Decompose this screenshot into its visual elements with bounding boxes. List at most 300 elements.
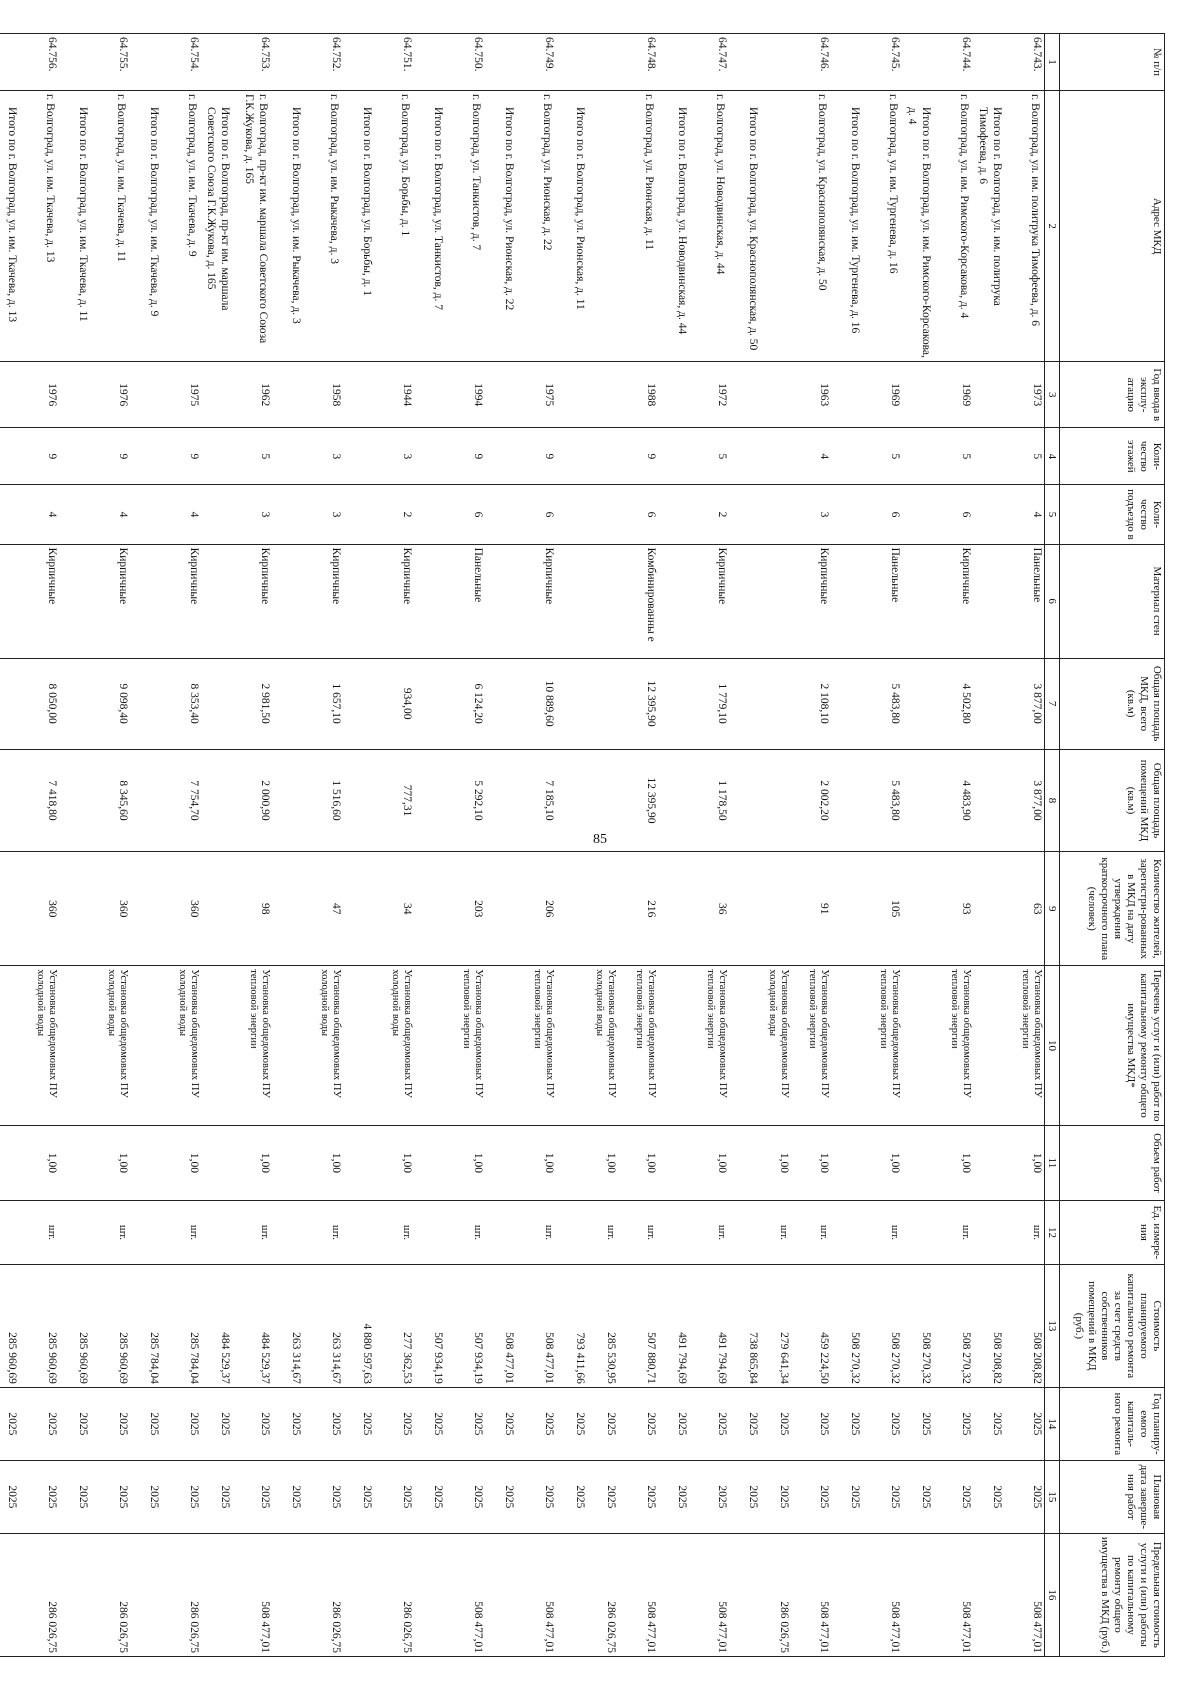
- table-cell: г. Волгоград, ул. Новодвинская, д. 44: [689, 90, 729, 361]
- table-cell: 64.750.: [445, 34, 485, 91]
- table-cell: 4 483,90: [933, 749, 973, 852]
- table-cell: [658, 1125, 689, 1200]
- column-number: 8: [1045, 749, 1060, 852]
- table-cell: 64.745.: [862, 34, 902, 91]
- column-number: 3: [1045, 362, 1060, 428]
- table-cell: [902, 966, 933, 1126]
- table-cell: [831, 544, 862, 658]
- table-cell: 5 483,80: [862, 658, 902, 749]
- table-cell: 203: [445, 852, 485, 966]
- table-cell: 508 477,01: [232, 1533, 272, 1656]
- table-cell: [658, 362, 689, 428]
- table-cell: г. Волгоград, ул. им. Рыкачева, д. 3: [303, 90, 343, 361]
- table-cell: 2025: [587, 1460, 618, 1533]
- table-cell: [201, 1201, 232, 1265]
- table-cell: [485, 1125, 516, 1200]
- table-cell: [831, 485, 862, 544]
- table-cell: 7 185,10: [516, 749, 556, 852]
- table-cell: 2025: [831, 1460, 862, 1533]
- table-cell: [973, 34, 1004, 91]
- table-cell: 285 960,69: [90, 1264, 130, 1387]
- table-cell: [973, 485, 1004, 544]
- column-header: Плановая дата заверше-ния работ: [1060, 1460, 1165, 1533]
- table-cell: 508 477,01: [516, 1533, 556, 1656]
- table-cell: 12 395,90: [618, 749, 658, 852]
- table-cell: 2025: [902, 1460, 933, 1533]
- table-cell: 3 877,00: [1004, 658, 1045, 749]
- table-cell: 2025: [445, 1460, 485, 1533]
- column-number: 14: [1045, 1387, 1060, 1460]
- table-cell: [587, 428, 618, 485]
- table-cell: 64.746.: [791, 34, 831, 91]
- table-cell: 6: [933, 485, 973, 544]
- table-cell: [973, 362, 1004, 428]
- table-cell: [556, 362, 587, 428]
- table-cell: 508 270,32: [902, 1264, 933, 1387]
- table-cell: г. Волгоград, пр-кт им. маршала Советского Союза Г.К.Жукова, д. 165: [232, 90, 272, 361]
- column-number-row: [1045, 34, 1060, 1657]
- table-cell: 2025: [59, 1460, 90, 1533]
- table-cell: [130, 852, 161, 966]
- table-cell: 2025: [618, 1387, 658, 1460]
- table-cell: 777,31: [374, 749, 414, 852]
- table-cell: Установка общедомовых ПУ холодной воды: [161, 966, 201, 1126]
- table-cell: 507 934,19: [414, 1264, 445, 1387]
- table-cell: 6: [618, 485, 658, 544]
- table-row: [90, 34, 130, 1657]
- table-cell: [272, 34, 303, 91]
- table-cell: 2025: [658, 1387, 689, 1460]
- column-header: Общая площадь МКД, всего (кв.м): [1060, 658, 1165, 749]
- table-cell: Установка общедомовых ПУ тепловой энергии: [933, 966, 973, 1126]
- table-cell: 2025: [90, 1460, 130, 1533]
- total-row: [658, 34, 689, 1657]
- table-cell: 9: [618, 428, 658, 485]
- table-cell: [272, 852, 303, 966]
- table-cell: шт.: [19, 1201, 59, 1265]
- table-cell: [729, 852, 760, 966]
- table-cell: 5: [862, 428, 902, 485]
- table-cell: Установка общедомовых ПУ тепловой энергии: [862, 966, 902, 1126]
- table-cell: [414, 852, 445, 966]
- table-cell: шт.: [516, 1201, 556, 1265]
- table-cell: [343, 362, 374, 428]
- table-cell: 285 530,95: [587, 1264, 618, 1387]
- table-cell: 63: [1004, 852, 1045, 966]
- table-cell: Кирпичные: [516, 544, 556, 658]
- table-cell: Кирпичные: [232, 544, 272, 658]
- table-cell: 8 353,40: [161, 658, 201, 749]
- table-cell: [831, 1201, 862, 1265]
- table-cell: [587, 749, 618, 852]
- table-cell: Итого по г. Волгоград, ул. Краснополянская, д. 50: [729, 90, 760, 361]
- table-cell: [130, 966, 161, 1126]
- column-header: Объем работ: [1060, 1125, 1165, 1200]
- table-cell: г. Волгоград, ул. им. Тургенева, д. 16: [862, 90, 902, 361]
- table-cell: 1 178,50: [689, 749, 729, 852]
- total-row: [414, 34, 445, 1657]
- table-cell: [59, 544, 90, 658]
- table-cell: [130, 34, 161, 91]
- table-cell: 285 960,69: [19, 1264, 59, 1387]
- table-cell: Установка общедомовых ПУ тепловой энергии: [689, 966, 729, 1126]
- column-header: Перечень услуг и (или) работ по капитальному ремонту общего имущества МКД*: [1060, 966, 1165, 1126]
- table-cell: 7 754,70: [161, 749, 201, 852]
- column-header: Коли-чество подъездо в: [1060, 485, 1165, 544]
- table-cell: г. Волгоград, ул. Танкистов, д. 7: [445, 90, 485, 361]
- table-cell: Кирпичные: [689, 544, 729, 658]
- table-cell: 36: [689, 852, 729, 966]
- table-cell: шт.: [862, 1201, 902, 1265]
- column-number: 9: [1045, 852, 1060, 966]
- table-cell: 1,00: [19, 1125, 59, 1200]
- table-cell: Итого по г. Волгоград, ул. Рионская, д. 11: [556, 90, 587, 361]
- table-row: [862, 34, 902, 1657]
- table-cell: 1969: [862, 362, 902, 428]
- table-cell: [658, 749, 689, 852]
- table-cell: 1,00: [232, 1125, 272, 1200]
- table-cell: [343, 658, 374, 749]
- table-cell: 2: [689, 485, 729, 544]
- table-cell: Кирпичные: [791, 544, 831, 658]
- total-row: [59, 34, 90, 1657]
- table-cell: [59, 658, 90, 749]
- table-cell: [587, 658, 618, 749]
- table-cell: 2025: [414, 1460, 445, 1533]
- table-cell: Установка общедомовых ПУ тепловой энергии: [232, 966, 272, 1126]
- table-cell: 1,00: [303, 1125, 343, 1200]
- table-cell: 2025: [729, 1387, 760, 1460]
- table-cell: г. Волгоград, ул. им. Ткачева, д. 9: [161, 90, 201, 361]
- table-cell: [130, 485, 161, 544]
- table-cell: [729, 1125, 760, 1200]
- table-cell: [0, 1125, 19, 1200]
- repair-plan-table: [0, 33, 1165, 1657]
- table-cell: [729, 658, 760, 749]
- table-cell: [760, 428, 791, 485]
- table-row: [618, 34, 658, 1657]
- table-cell: [485, 749, 516, 852]
- table-cell: [973, 966, 1004, 1126]
- table-cell: г. Волгоград, ул. Краснополянская, д. 50: [791, 90, 831, 361]
- table-cell: 34: [374, 852, 414, 966]
- table-cell: [59, 34, 90, 91]
- table-cell: [201, 1533, 232, 1656]
- table-cell: [130, 658, 161, 749]
- table-cell: [902, 1125, 933, 1200]
- table-cell: 508 477,01: [1004, 1533, 1045, 1656]
- table-cell: [272, 1125, 303, 1200]
- table-cell: [59, 428, 90, 485]
- total-row: [729, 34, 760, 1657]
- table-cell: [414, 544, 445, 658]
- table-cell: [130, 1125, 161, 1200]
- table-cell: 6: [862, 485, 902, 544]
- table-cell: 1963: [791, 362, 831, 428]
- total-row: [556, 34, 587, 1657]
- table-cell: 7 418,80: [19, 749, 59, 852]
- table-cell: Итого по г. Волгоград, ул. Борьбы, д. 1: [343, 90, 374, 361]
- table-cell: [729, 34, 760, 91]
- table-cell: 5: [689, 428, 729, 485]
- table-cell: [902, 658, 933, 749]
- table-cell: [831, 362, 862, 428]
- table-cell: [272, 428, 303, 485]
- table-cell: 1972: [689, 362, 729, 428]
- table-cell: [729, 749, 760, 852]
- table-cell: 2025: [0, 1387, 19, 1460]
- table-cell: [414, 966, 445, 1126]
- column-header: Год ввода в эксплу-атацию: [1060, 362, 1165, 428]
- table-cell: Панельные: [862, 544, 902, 658]
- table-row-extra: [587, 34, 618, 1657]
- table-cell: [902, 749, 933, 852]
- column-number: 6: [1045, 544, 1060, 658]
- table-cell: [343, 428, 374, 485]
- table-cell: 6 124,20: [445, 658, 485, 749]
- table-cell: 2025: [933, 1387, 973, 1460]
- table-cell: [414, 749, 445, 852]
- table-cell: [729, 428, 760, 485]
- table-cell: [902, 1201, 933, 1265]
- table-cell: Итого по г. Волгоград, ул. им. Ткачева, д. 11: [59, 90, 90, 361]
- table-cell: 12 395,90: [618, 658, 658, 749]
- table-cell: 47: [303, 852, 343, 966]
- table-cell: 508 477,01: [791, 1533, 831, 1656]
- table-cell: 2025: [1004, 1460, 1045, 1533]
- total-row: [272, 34, 303, 1657]
- table-cell: 1,00: [862, 1125, 902, 1200]
- table-cell: [201, 485, 232, 544]
- table-cell: [0, 428, 19, 485]
- table-cell: [0, 749, 19, 852]
- table-cell: 64.755.: [90, 34, 130, 91]
- table-cell: 2025: [272, 1387, 303, 1460]
- table-cell: 2025: [587, 1387, 618, 1460]
- total-row: [485, 34, 516, 1657]
- table-cell: шт.: [374, 1201, 414, 1265]
- table-cell: Итого по г. Волгоград, ул. им. политрука Тимофеева, д. 6: [973, 90, 1004, 361]
- table-cell: 2025: [161, 1387, 201, 1460]
- table-cell: [831, 966, 862, 1126]
- table-cell: [658, 544, 689, 658]
- table-cell: Кирпичные: [90, 544, 130, 658]
- table-cell: 360: [19, 852, 59, 966]
- table-cell: 2025: [130, 1460, 161, 1533]
- table-cell: [556, 749, 587, 852]
- table-cell: Панельные: [445, 544, 485, 658]
- table-cell: [658, 485, 689, 544]
- column-header: Коли-чество этажей: [1060, 428, 1165, 485]
- table-cell: шт.: [445, 1201, 485, 1265]
- table-cell: 64.743.: [1004, 34, 1045, 91]
- table-cell: 2025: [862, 1460, 902, 1533]
- table-cell: [0, 1201, 19, 1265]
- table-cell: г. Волгоград, ул. им. политрука Тимофеева, д. 6: [1004, 90, 1045, 361]
- table-cell: [485, 34, 516, 91]
- table-cell: [556, 34, 587, 91]
- table-cell: Кирпичные: [303, 544, 343, 658]
- table-cell: 9 098,40: [90, 658, 130, 749]
- table-cell: г. Волгоград, ул. Борьбы, д. 1: [374, 90, 414, 361]
- column-number: 10: [1045, 966, 1060, 1126]
- table-cell: 9: [19, 428, 59, 485]
- table-cell: [658, 1201, 689, 1265]
- table-cell: г. Волгоград, ул. им. Ткачева, д. 11: [90, 90, 130, 361]
- table-cell: 360: [161, 852, 201, 966]
- table-cell: 2025: [973, 1460, 1004, 1533]
- column-number: 11: [1045, 1125, 1060, 1200]
- table-cell: 2025: [59, 1387, 90, 1460]
- table-cell: г. Волгоград, ул. Рионская, д. 22: [516, 90, 556, 361]
- table-cell: [343, 1533, 374, 1656]
- table-cell: [130, 1533, 161, 1656]
- table-cell: [59, 485, 90, 544]
- table-cell: [272, 1201, 303, 1265]
- table-cell: 64.747.: [689, 34, 729, 91]
- table-row: [19, 34, 59, 1657]
- table-cell: [272, 658, 303, 749]
- table-cell: [343, 1125, 374, 1200]
- table-cell: 8 050,00: [19, 658, 59, 749]
- table-cell: [201, 362, 232, 428]
- table-cell: [343, 485, 374, 544]
- table-cell: [0, 34, 19, 91]
- column-header: Адрес МКД: [1060, 90, 1165, 361]
- table-cell: Панельные: [1004, 544, 1045, 658]
- table-cell: 2025: [303, 1387, 343, 1460]
- table-cell: Установка общедомовых ПУ тепловой энергии: [445, 966, 485, 1126]
- table-cell: 2025: [161, 1460, 201, 1533]
- table-cell: [556, 852, 587, 966]
- table-cell: 286 026,75: [374, 1533, 414, 1656]
- table-cell: [343, 966, 374, 1126]
- column-number: 16: [1045, 1533, 1060, 1656]
- table-cell: 2025: [130, 1387, 161, 1460]
- column-number: 15: [1045, 1460, 1060, 1533]
- table-cell: 1958: [303, 362, 343, 428]
- table-cell: шт.: [303, 1201, 343, 1265]
- table-cell: 459 224,50: [791, 1264, 831, 1387]
- column-number: 5: [1045, 485, 1060, 544]
- table-cell: 263 314,67: [303, 1264, 343, 1387]
- table-cell: Итого по г. Волгоград, ул. им. Ткачева, д. 13: [0, 90, 19, 361]
- table-cell: 484 529,37: [201, 1264, 232, 1387]
- table-cell: [485, 544, 516, 658]
- table-cell: шт.: [618, 1201, 658, 1265]
- table-cell: 2025: [485, 1387, 516, 1460]
- table-cell: 1,00: [587, 1125, 618, 1200]
- table-cell: [729, 362, 760, 428]
- table-cell: [0, 1533, 19, 1656]
- table-cell: 2025: [973, 1387, 1004, 1460]
- table-cell: 1994: [445, 362, 485, 428]
- table-cell: 738 865,84: [729, 1264, 760, 1387]
- table-cell: [902, 362, 933, 428]
- table-row: [232, 34, 272, 1657]
- table-cell: 64.753.: [232, 34, 272, 91]
- table-cell: г. Волгоград, ул. Рионская, д. 11: [618, 90, 658, 361]
- table-cell: [556, 1533, 587, 1656]
- table-cell: [201, 544, 232, 658]
- table-row: [791, 34, 831, 1657]
- table-cell: 1,00: [1004, 1125, 1045, 1200]
- table-cell: 4 880 597,63: [343, 1264, 374, 1387]
- table-row-extra: [760, 34, 791, 1657]
- table-row: [374, 34, 414, 1657]
- table-cell: 793 411,66: [556, 1264, 587, 1387]
- table-cell: Установка общедомовых ПУ холодной воды: [587, 966, 618, 1126]
- table-cell: [343, 34, 374, 91]
- table-cell: [59, 1125, 90, 1200]
- table-cell: 3 877,00: [1004, 749, 1045, 852]
- table-cell: [831, 749, 862, 852]
- table-cell: [587, 485, 618, 544]
- table-cell: 2: [374, 485, 414, 544]
- table-cell: шт.: [933, 1201, 973, 1265]
- table-cell: 285 960,69: [0, 1264, 19, 1387]
- column-header: № п/п: [1060, 34, 1165, 91]
- table-cell: 484 529,37: [232, 1264, 272, 1387]
- table-cell: [485, 428, 516, 485]
- table-cell: 1962: [232, 362, 272, 428]
- table-cell: [485, 852, 516, 966]
- table-cell: шт.: [791, 1201, 831, 1265]
- table-cell: [59, 749, 90, 852]
- table-cell: [414, 1533, 445, 1656]
- table-row: [933, 34, 973, 1657]
- table-cell: 2025: [902, 1387, 933, 1460]
- table-cell: [343, 544, 374, 658]
- table-cell: [485, 658, 516, 749]
- table-cell: 3: [374, 428, 414, 485]
- table-cell: Кирпичные: [161, 544, 201, 658]
- table-cell: [0, 658, 19, 749]
- table-cell: 5 292,10: [445, 749, 485, 852]
- table-cell: 5 483,80: [862, 749, 902, 852]
- page-number: 85: [593, 832, 607, 847]
- table-cell: 2025: [831, 1387, 862, 1460]
- table-cell: 2025: [516, 1460, 556, 1533]
- table-cell: 2025: [933, 1460, 973, 1533]
- table-cell: 5: [1004, 428, 1045, 485]
- table-cell: 1,00: [933, 1125, 973, 1200]
- table-cell: [272, 1533, 303, 1656]
- table-cell: 10 889,60: [516, 658, 556, 749]
- table-cell: [556, 658, 587, 749]
- table-cell: [272, 749, 303, 852]
- table-cell: 507 934,19: [445, 1264, 485, 1387]
- table-cell: 4: [90, 485, 130, 544]
- table-cell: [343, 749, 374, 852]
- table-cell: 2025: [556, 1387, 587, 1460]
- table-cell: [485, 1533, 516, 1656]
- table-cell: 1976: [90, 362, 130, 428]
- table-cell: [729, 1201, 760, 1265]
- table-cell: 491 794,69: [689, 1264, 729, 1387]
- table-cell: [0, 544, 19, 658]
- table-cell: 286 026,75: [587, 1533, 618, 1656]
- table-cell: [130, 428, 161, 485]
- table-cell: Итого по г. Волгоград, ул. им. Тургенева, д. 16: [831, 90, 862, 361]
- table-cell: 1,00: [760, 1125, 791, 1200]
- table-cell: 2025: [19, 1460, 59, 1533]
- table-cell: [59, 362, 90, 428]
- table-cell: [201, 34, 232, 91]
- table-cell: [973, 428, 1004, 485]
- column-header: Количество жителей, зарегистри-рованных в МКД на дату утверждения краткосрочного плана (человек): [1060, 852, 1165, 966]
- table-cell: 2025: [689, 1387, 729, 1460]
